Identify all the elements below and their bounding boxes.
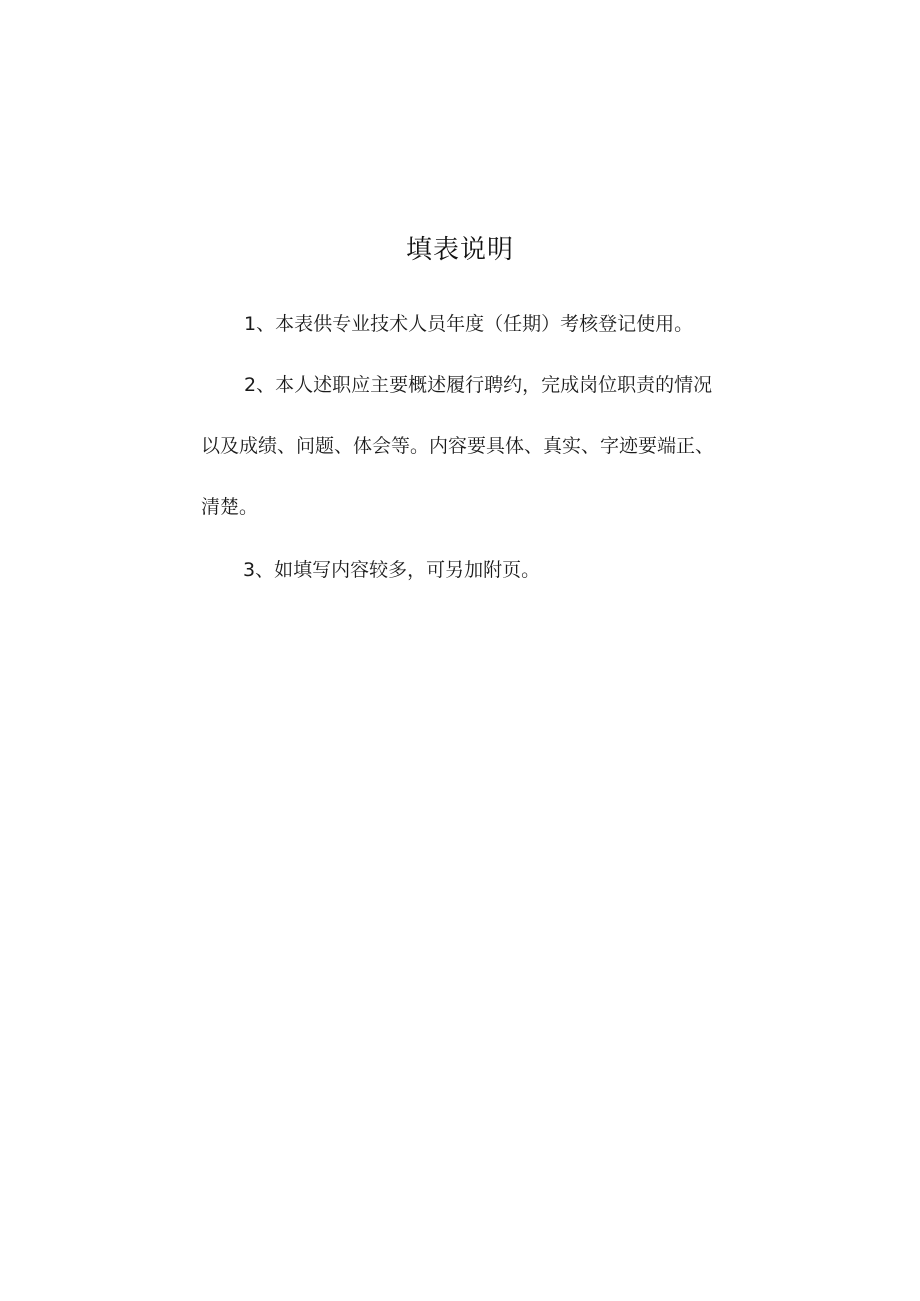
instruction-item-2-line-3: 清楚。 xyxy=(201,496,259,518)
page-title: 填表说明 xyxy=(405,235,514,265)
instruction-item-1: 1、本表供专业技术人员年度（任期）考核登记使用。 xyxy=(244,313,694,335)
instruction-item-2-line-1: 2、本人述职应主要概述履行聘约，完成岗位职责的情况 xyxy=(244,374,713,396)
instruction-item-2-line-2: 以及成绩、问题、体会等。内容要具体、真实、字迹要端正、 xyxy=(201,435,715,457)
instruction-item-3: 3、如填写内容较多，可另加附页。 xyxy=(243,559,541,581)
